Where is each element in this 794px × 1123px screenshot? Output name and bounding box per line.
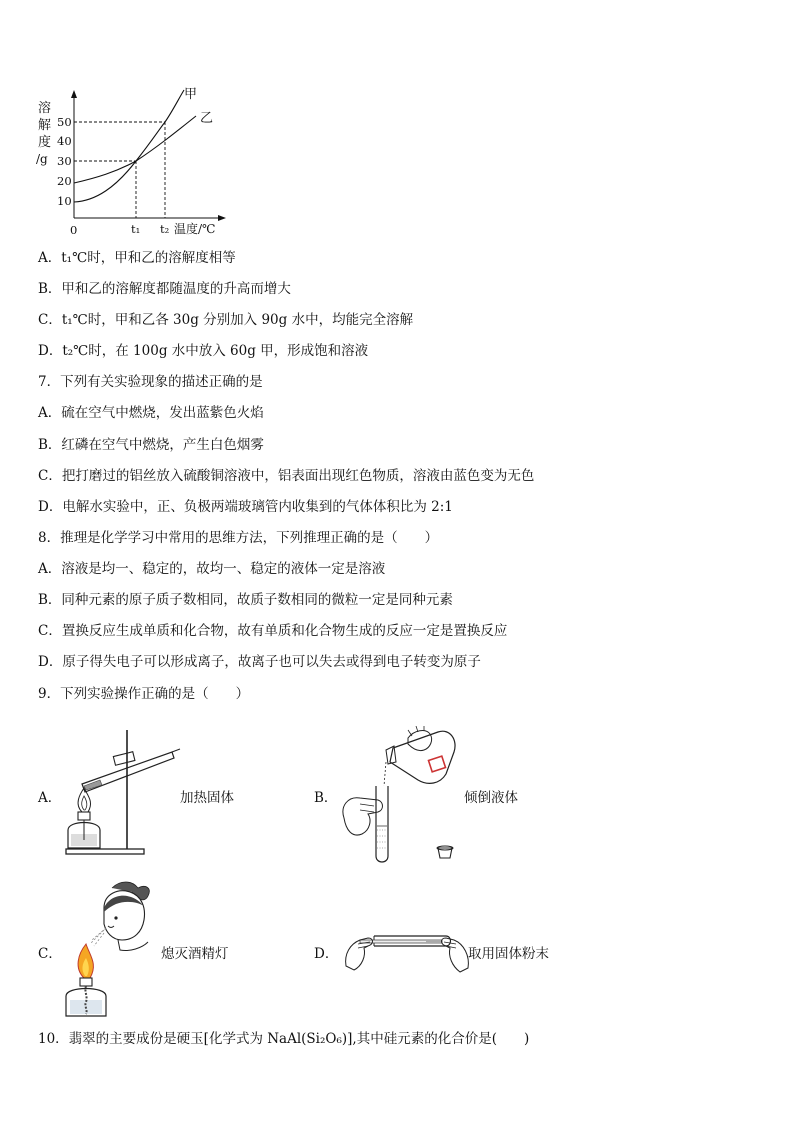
graph-ytick-50: 50 — [57, 115, 72, 129]
q6-option-b: B．甲和乙的溶解度都随温度的升高而增大 — [38, 281, 291, 297]
pouring-liquid-illustration — [338, 726, 468, 866]
q9-option-a-letter: A． — [38, 790, 62, 806]
q9-option-d-caption: 取用固体粉末 — [468, 946, 549, 962]
q9-option-b-letter: B． — [314, 790, 338, 806]
q7-option-d: D．电解水实验中，正、负极两端玻璃管内收集到的气体体积比为 2:1 — [38, 499, 453, 515]
graph-x-arrow — [218, 215, 226, 221]
graph-ylabel-1: 溶 — [38, 101, 52, 116]
q10-stem: 10．翡翠的主要成份是硬玉[化学式为 NaAl(Si₂O₆)],其中硅元素的化合价是( ) — [38, 1031, 530, 1047]
q7-option-b: B．红磷在空气中燃烧，产生白色烟雾 — [38, 437, 264, 453]
q7-stem: 7．下列有关实验现象的描述正确的是 — [38, 374, 263, 390]
label-jia: 甲 — [184, 87, 198, 102]
q9-option-b-caption: 倾倒液体 — [464, 790, 518, 806]
q6-option-d: D．t₂℃时，在 100g 水中放入 60g 甲，形成饱和溶液 — [38, 343, 369, 359]
q6-option-a: A．t₁℃时，甲和乙的溶解度相等 — [38, 250, 236, 266]
extinguish-lamp-illustration — [60, 878, 170, 1020]
graph-xtick-t2: t₂ — [160, 222, 170, 236]
graph-ylabel-2: 解 — [38, 118, 52, 133]
graph-xtick-t1: t₁ — [131, 222, 141, 236]
label-yi: 乙 — [200, 111, 214, 126]
q9-option-c-letter: C． — [38, 946, 62, 962]
q8-option-b: B．同种元素的原子质子数相同，故质子数相同的微粒一定是同种元素 — [38, 592, 453, 608]
solid-powder-illustration — [342, 914, 472, 976]
q7-option-a: A．硫在空气中燃烧，发出蓝紫色火焰 — [38, 405, 264, 421]
graph-ytick-40: 40 — [57, 134, 72, 148]
graph-y-arrow — [71, 90, 77, 98]
graph-ylabel-4: /g — [36, 152, 48, 166]
curve-yi — [74, 116, 196, 183]
q9-option-d-letter: D． — [314, 946, 339, 962]
q9-option-c-caption: 熄灭酒精灯 — [161, 946, 229, 962]
graph-xlabel: 温度/℃ — [174, 222, 216, 236]
solubility-graph — [36, 82, 236, 242]
q7-option-c: C．把打磨过的铝丝放入硫酸铜溶液中，铝表面出现红色物质，溶液由蓝色变为无色 — [38, 468, 535, 484]
q8-stem: 8．推理是化学学习中常用的思维方法，下列推理正确的是（ ） — [38, 530, 439, 546]
graph-origin: 0 — [70, 223, 78, 237]
heating-solid-illustration — [60, 722, 185, 860]
graph-ylabel-3: 度 — [38, 135, 52, 150]
q8-option-a: A．溶液是均一、稳定的，故均一、稳定的液体一定是溶液 — [38, 561, 386, 577]
q8-option-c: C．置换反应生成单质和化合物，故有单质和化合物生成的反应一定是置换反应 — [38, 623, 508, 639]
curve-jia — [74, 90, 184, 202]
q9-stem: 9．下列实验操作正确的是（ ） — [38, 686, 250, 702]
q6-option-c: C．t₁℃时，甲和乙各 30g 分别加入 90g 水中，均能完全溶解 — [38, 312, 414, 328]
q8-option-d: D．原子得失电子可以形成离子，故离子也可以失去或得到电子转变为原子 — [38, 654, 481, 670]
graph-ytick-30: 30 — [57, 154, 72, 168]
graph-ytick-20: 20 — [57, 174, 72, 188]
q9-option-a-caption: 加热固体 — [180, 790, 234, 806]
graph-ytick-10: 10 — [57, 194, 72, 208]
